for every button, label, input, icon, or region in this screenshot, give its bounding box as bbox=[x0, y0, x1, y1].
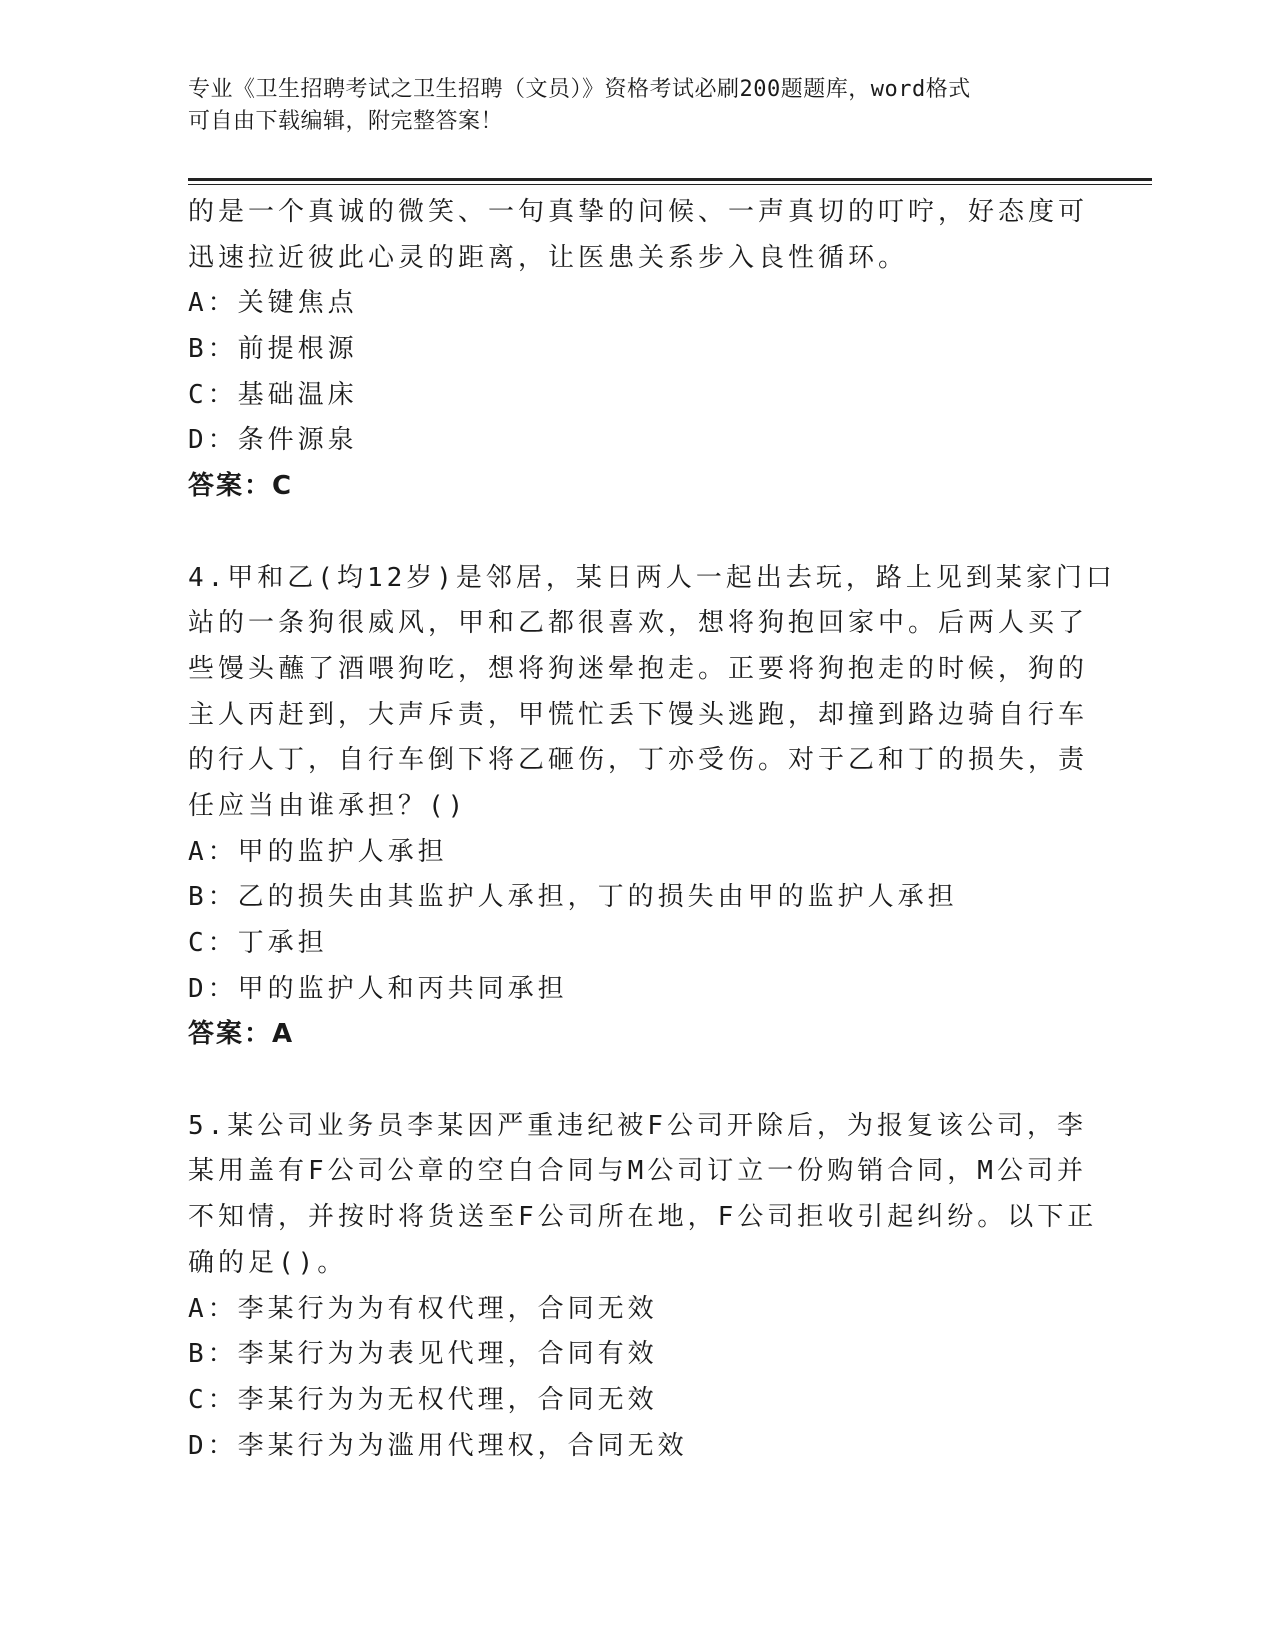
header-rule-thick bbox=[188, 178, 1152, 181]
option-b: B：李某行为为表见代理，合同有效 bbox=[188, 1339, 658, 1370]
question-stem-line: 些馒头蘸了酒喂狗吃，想将狗迷晕抱走。正要将狗抱走的时候，狗的 bbox=[188, 653, 1089, 684]
answer-line: 答案：A bbox=[188, 1019, 295, 1050]
spacer bbox=[188, 510, 1088, 556]
option-d: D：李某行为为滥用代理权，合同无效 bbox=[188, 1430, 688, 1461]
option-a: A：关键焦点 bbox=[188, 288, 358, 319]
question-stem-line: 5.某公司业务员李某因严重违纪被F公司开除后，为报复该公司，李 bbox=[188, 1110, 1087, 1141]
option-c: C：丁承担 bbox=[188, 928, 328, 958]
option-c: C：基础温床 bbox=[188, 379, 358, 410]
question-stem-line: 4.甲和乙(均12岁)是邻居，某日两人一起出去玩，路上见到某家门口 bbox=[188, 562, 1116, 593]
header-title-line2: 可自由下载编辑，附完整答案！ bbox=[188, 109, 504, 134]
option-d: D：甲的监护人和丙共同承担 bbox=[188, 973, 568, 1004]
option-a: A：李某行为为有权代理，合同无效 bbox=[188, 1293, 658, 1324]
header-rule-thin bbox=[188, 184, 1152, 185]
question-5 bbox=[188, 1104, 1098, 1470]
header-title-line1: 专业《卫生招聘考试之卫生招聘（文员）》资格考试必刷200题题库，word格式 bbox=[188, 77, 971, 102]
question-stem-line: 迅速拉近彼此心灵的距离，让医患关系步入良性循环。 bbox=[188, 242, 909, 273]
question-4 bbox=[188, 556, 1116, 1059]
option-a: A：甲的监护人承担 bbox=[188, 836, 448, 867]
question-stem-line: 确的足()。 bbox=[188, 1247, 348, 1278]
question-stem-line: 主人丙赶到，大声斥责，甲慌忙丢下馒头逃跑，却撞到路边骑自行车 bbox=[188, 699, 1089, 730]
answer-line: 答案：C bbox=[188, 471, 294, 502]
option-d: D：条件源泉 bbox=[188, 425, 358, 456]
document-header bbox=[188, 74, 1068, 138]
question-stem-line: 站的一条狗很威风，甲和乙都很喜欢，想将狗抱回家中。后两人买了 bbox=[188, 608, 1089, 639]
option-c: C：李某行为为无权代理，合同无效 bbox=[188, 1384, 658, 1415]
question-stem-line: 任应当由谁承担？() bbox=[188, 790, 468, 821]
question-stem-line: 某用盖有F公司公章的空白合同与M公司订立一份购销合同，M公司并 bbox=[188, 1156, 1087, 1187]
document-body bbox=[188, 190, 1116, 1469]
question-stem-line: 不知情，并按时将货送至F公司所在地，F公司拒收引起纠纷。以下正 bbox=[188, 1202, 1098, 1233]
spacer bbox=[188, 1058, 1088, 1104]
question-stem-line: 的行人丁，自行车倒下将乙砸伤，丁亦受伤。对于乙和丁的损失，责 bbox=[188, 745, 1089, 776]
option-b: B：前提根源 bbox=[188, 334, 358, 365]
option-b: B：乙的损失由其监护人承担，丁的损失由甲的监护人承担 bbox=[188, 882, 958, 913]
question-stem-line: 的是一个真诚的微笑、一句真挚的问候、一声真切的叮咛，好态度可 bbox=[188, 197, 1089, 227]
question-3 bbox=[188, 190, 1088, 510]
